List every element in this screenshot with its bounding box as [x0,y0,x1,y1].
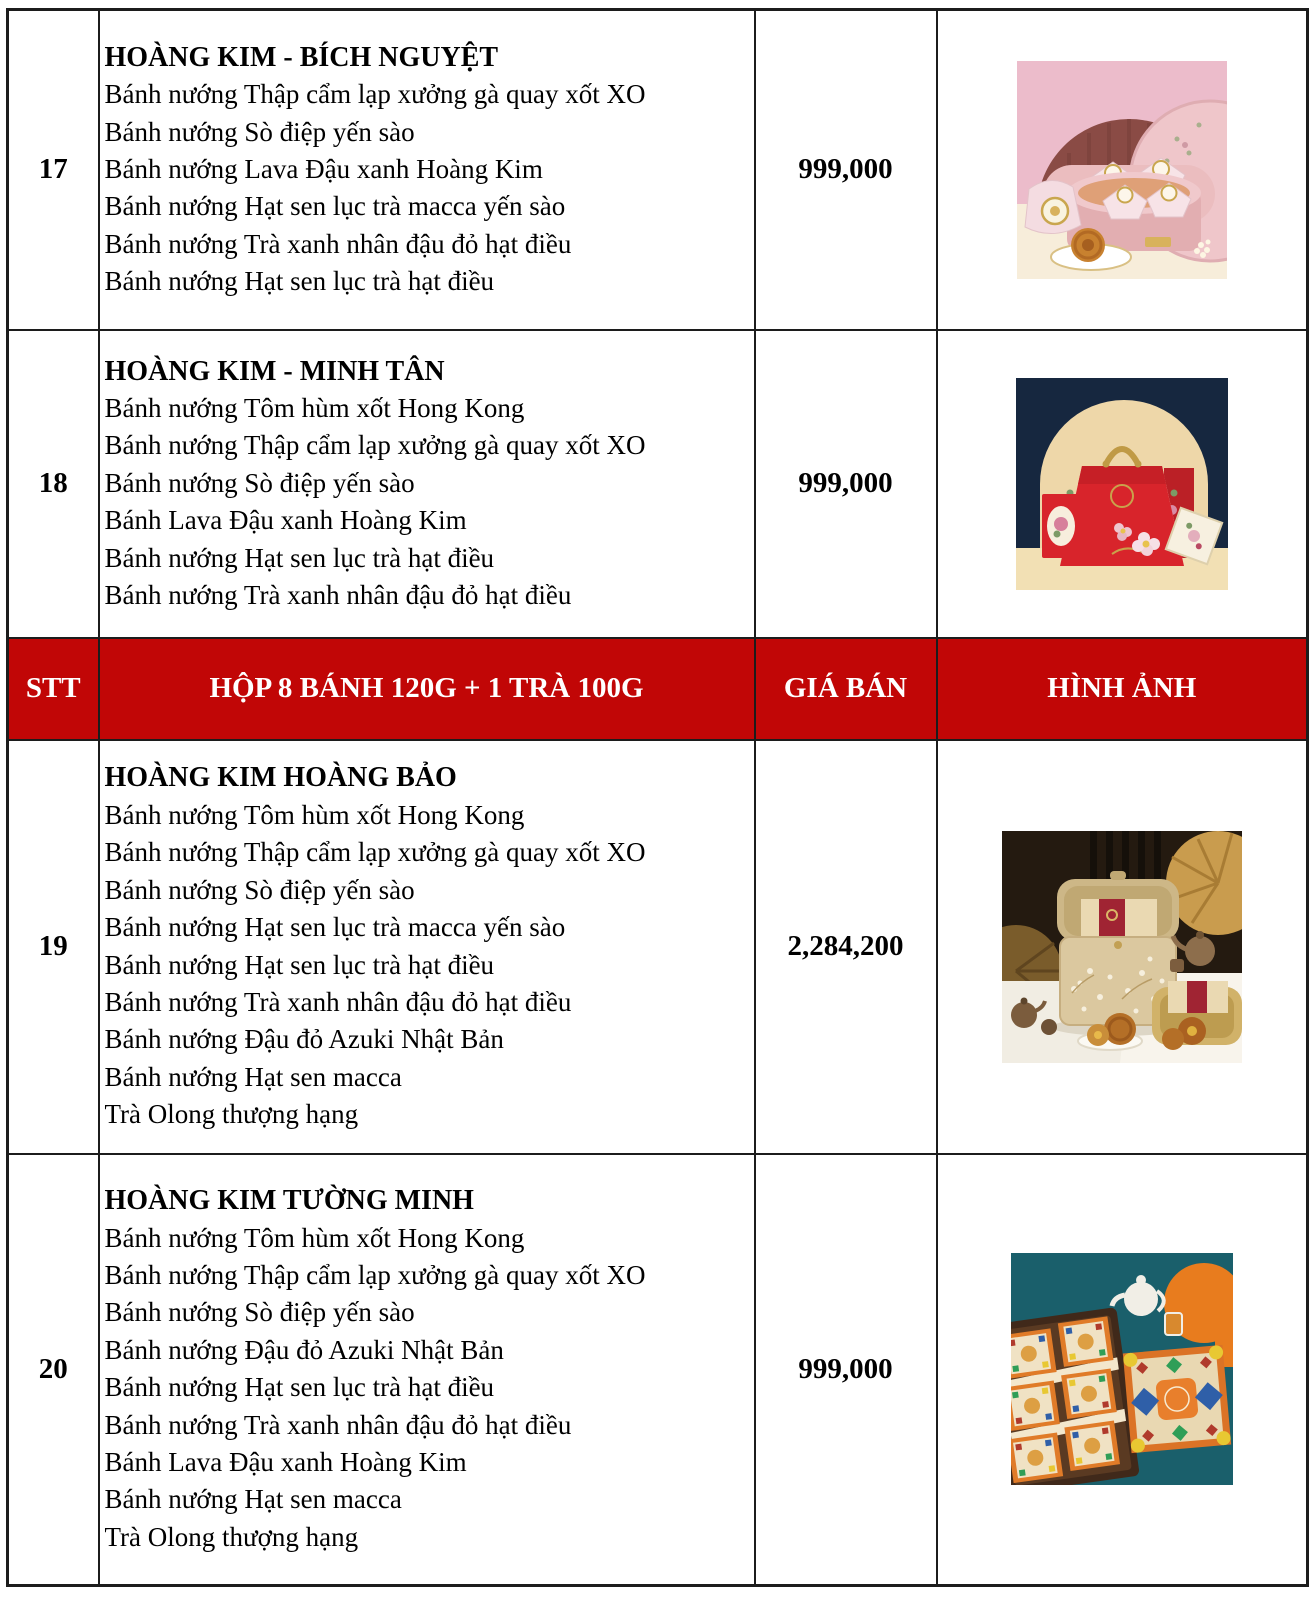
product-item: Bánh Lava Đậu xanh Hoàng Kim [104,1447,467,1478]
product-item: Bánh nướng Hạt sen macca [104,1484,402,1515]
table-row [8,1154,1308,1586]
product-cell [99,330,755,638]
product-item: Bánh nướng Sò điệp yến sào [104,874,415,905]
product-item: Bánh nướng Tôm hùm xốt Hong Kong [104,799,525,830]
table-row [8,10,1308,330]
row-number: 19 [8,740,99,1154]
product-item: Trà Olong thượng hạng [104,1099,359,1130]
product-item: Bánh nướng Trà xanh nhân đậu đỏ hạt điều [104,1409,572,1440]
product-item: Bánh nướng Trà xanh nhân đậu đỏ hạt điều [104,986,572,1017]
product-cell [99,1154,755,1586]
product-item: Bánh nướng Sò điệp yến sào [104,1297,415,1328]
product-name: HOÀNG KIM TƯỜNG MINH [104,1185,474,1217]
price-value: 999,000 [755,10,937,330]
product-item: Bánh Lava Đậu xanh Hoàng Kim [104,505,467,536]
product-item: Bánh nướng Thập cẩm lạp xưởng gà quay xốt XO [104,79,646,110]
product-photo-red-handbag-box-icon [1016,378,1228,590]
product-item: Bánh nướng Hạt sen lục trà hạt điều [104,542,495,573]
product-item: Bánh nướng Trà xanh nhân đậu đỏ hạt điều [104,228,572,259]
product-item: Bánh nướng Hạt sen lục trà hạt điều [104,266,495,297]
product-photo-orange-mosaic-box-icon [1011,1253,1233,1485]
product-item: Bánh nướng Lava Đậu xanh Hoàng Kim [104,154,543,185]
product-item: Bánh nướng Hạt sen macca [104,1061,402,1092]
photo-cell [937,1154,1308,1586]
product-item: Bánh nướng Sò điệp yến sào [104,116,415,147]
price-value: 999,000 [755,1154,937,1586]
product-item: Bánh nướng Thập cẩm lạp xưởng gà quay xốt XO [104,1260,646,1291]
product-name: HOÀNG KIM HOÀNG BẢO [104,762,457,794]
price-value: 2,284,200 [755,740,937,1154]
product-item: Bánh nướng Hạt sen lục trà hạt điều [104,1372,495,1403]
product-item: Bánh nướng Hạt sen lục trà hạt điều [104,949,495,980]
product-item: Bánh nướng Tôm hùm xốt Hong Kong [104,392,525,423]
row-number: 18 [8,330,99,638]
header-product: HỘP 8 BÁNH 120G + 1 TRÀ 100G [99,638,755,740]
header-price: GIÁ BÁN [755,638,937,740]
product-item: Bánh nướng Thập cẩm lạp xưởng gà quay xốt XO [104,430,646,461]
product-item: Bánh nướng Sò điệp yến sào [104,467,415,498]
table-row [8,740,1308,1154]
product-photo-gold-suitcase-icon [1002,831,1242,1063]
row-number: 17 [8,10,99,330]
product-item: Bánh nướng Đậu đỏ Azuki Nhật Bản [104,1334,504,1365]
product-item: Bánh nướng Đậu đỏ Azuki Nhật Bản [104,1024,504,1055]
photo-cell [937,740,1308,1154]
product-item: Bánh nướng Tôm hùm xốt Hong Kong [104,1222,525,1253]
photo-cell [937,10,1308,330]
product-item: Bánh nướng Thập cẩm lạp xưởng gà quay xốt XO [104,837,646,868]
price-value: 999,000 [755,330,937,638]
section-header-row [8,638,1308,740]
product-item: Trà Olong thượng hạng [104,1521,359,1552]
product-photo-pink-round-hatbox-icon [1017,61,1227,279]
product-name: HOÀNG KIM - BÍCH NGUYỆT [104,41,499,73]
mooncake-price-table [6,8,1309,1587]
header-stt: STT [8,638,99,740]
row-number: 20 [8,1154,99,1586]
header-image: HÌNH ẢNH [937,638,1308,740]
product-name: HOÀNG KIM - MINH TÂN [104,355,445,387]
product-item: Bánh nướng Hạt sen lục trà macca yến sào [104,191,566,222]
product-item: Bánh nướng Hạt sen lục trà macca yến sào [104,912,566,943]
table-row [8,330,1308,638]
photo-cell [937,330,1308,638]
product-cell [99,10,755,330]
product-item: Bánh nướng Trà xanh nhân đậu đỏ hạt điều [104,580,572,611]
product-cell [99,740,755,1154]
